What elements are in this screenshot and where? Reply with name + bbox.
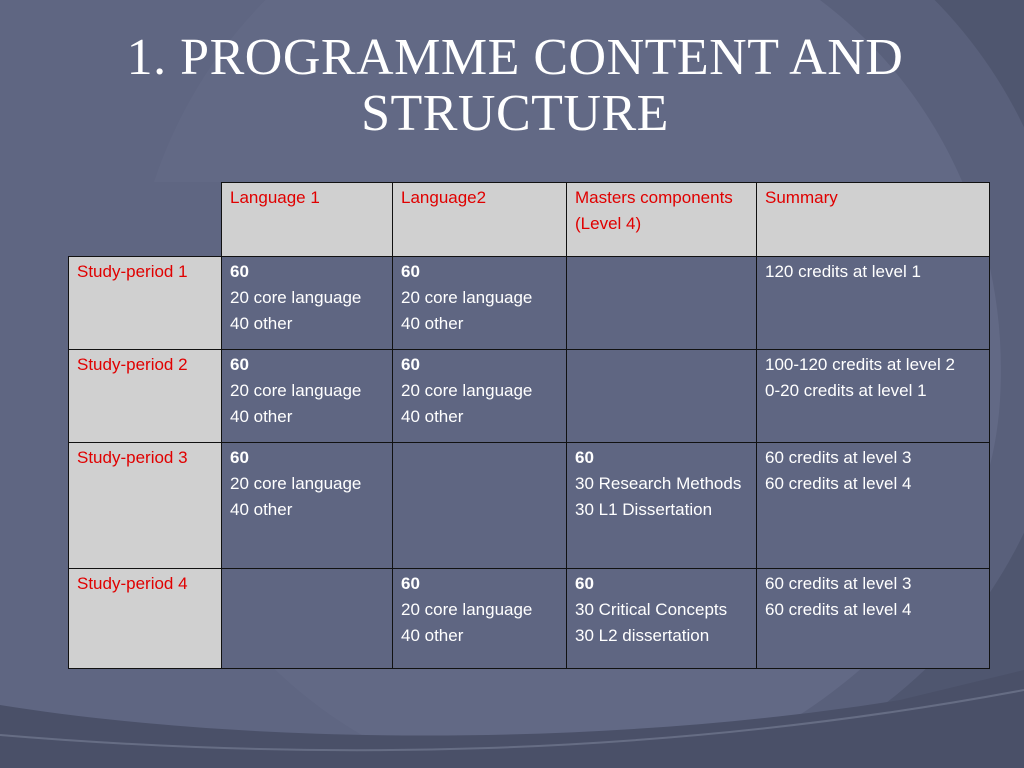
- header-summary-label: Summary: [765, 188, 838, 207]
- slide-title: [40, 30, 990, 142]
- credits-value: 60: [401, 262, 420, 281]
- header-language2: [393, 183, 567, 257]
- component-line: 20 core language: [230, 381, 362, 400]
- summary-line: 60 credits at level 4: [765, 474, 912, 493]
- credits-value: 60: [230, 355, 249, 374]
- component-line: 20 core language: [401, 381, 533, 400]
- component-line: 40 other: [401, 314, 464, 333]
- component-line: 40 other: [230, 407, 293, 426]
- component-line: 30 Research Methods: [575, 474, 742, 493]
- header-summary: [757, 183, 990, 257]
- table-header-row: [69, 183, 990, 257]
- component-line: 40 other: [230, 500, 293, 519]
- header-language1: [222, 183, 393, 257]
- summary-line: 100-120 credits at level 2: [765, 355, 955, 374]
- summary-cell: [757, 257, 990, 350]
- component-line: 30 L2 dissertation: [575, 626, 710, 645]
- component-line: 20 core language: [401, 288, 533, 307]
- table-row: [69, 350, 990, 443]
- slide-title-line1: 1. PROGRAMME CONTENT AND: [126, 29, 904, 86]
- language1-cell: [222, 443, 393, 569]
- component-line: 20 core language: [230, 288, 362, 307]
- row-label: Study-period 1: [77, 262, 188, 281]
- masters-cell: [567, 350, 757, 443]
- credits-value: 60: [230, 262, 249, 281]
- row-label-cell: [69, 350, 222, 443]
- masters-cell: [567, 257, 757, 350]
- summary-line: 60 credits at level 3: [765, 574, 912, 593]
- component-line: 40 other: [401, 407, 464, 426]
- summary-line: 120 credits at level 1: [765, 262, 921, 281]
- header-masters-level: (Level 4): [575, 214, 642, 233]
- row-label: Study-period 3: [77, 448, 188, 467]
- credits-value: 60: [575, 574, 594, 593]
- row-label-cell: [69, 569, 222, 669]
- credits-value: 60: [401, 574, 420, 593]
- table-row: [69, 257, 990, 350]
- masters-cell: [567, 569, 757, 669]
- credits-value: 60: [230, 448, 249, 467]
- credits-value: 60: [575, 448, 594, 467]
- row-label-cell: [69, 443, 222, 569]
- header-language2-label: Language2: [401, 188, 487, 207]
- component-line: 40 other: [401, 626, 464, 645]
- language1-cell: [222, 257, 393, 350]
- summary-cell: [757, 443, 990, 569]
- row-label: Study-period 2: [77, 355, 188, 374]
- component-line: 30 Critical Concepts: [575, 600, 728, 619]
- header-masters: [567, 183, 757, 257]
- component-line: 40 other: [230, 314, 293, 333]
- header-masters-label: Masters components: [575, 188, 733, 207]
- language2-cell: [393, 569, 567, 669]
- summary-cell: [757, 569, 990, 669]
- language2-cell: [393, 443, 567, 569]
- summary-line: 60 credits at level 4: [765, 600, 912, 619]
- slide-title-line2: STRUCTURE: [361, 85, 669, 142]
- component-line: 20 core language: [401, 600, 533, 619]
- component-line: 30 L1 Dissertation: [575, 500, 713, 519]
- row-label: Study-period 4: [77, 574, 188, 593]
- programme-table: [68, 182, 990, 669]
- language1-cell: [222, 569, 393, 669]
- summary-line: 0-20 credits at level 1: [765, 381, 927, 400]
- header-language1-label: Language 1: [230, 188, 320, 207]
- table-corner-cell: [69, 183, 222, 257]
- summary-cell: [757, 350, 990, 443]
- language2-cell: [393, 257, 567, 350]
- credits-value: 60: [401, 355, 420, 374]
- language1-cell: [222, 350, 393, 443]
- masters-cell: [567, 443, 757, 569]
- component-line: 20 core language: [230, 474, 362, 493]
- row-label-cell: [69, 257, 222, 350]
- table-row: [69, 569, 990, 669]
- summary-line: 60 credits at level 3: [765, 448, 912, 467]
- table-row: [69, 443, 990, 569]
- language2-cell: [393, 350, 567, 443]
